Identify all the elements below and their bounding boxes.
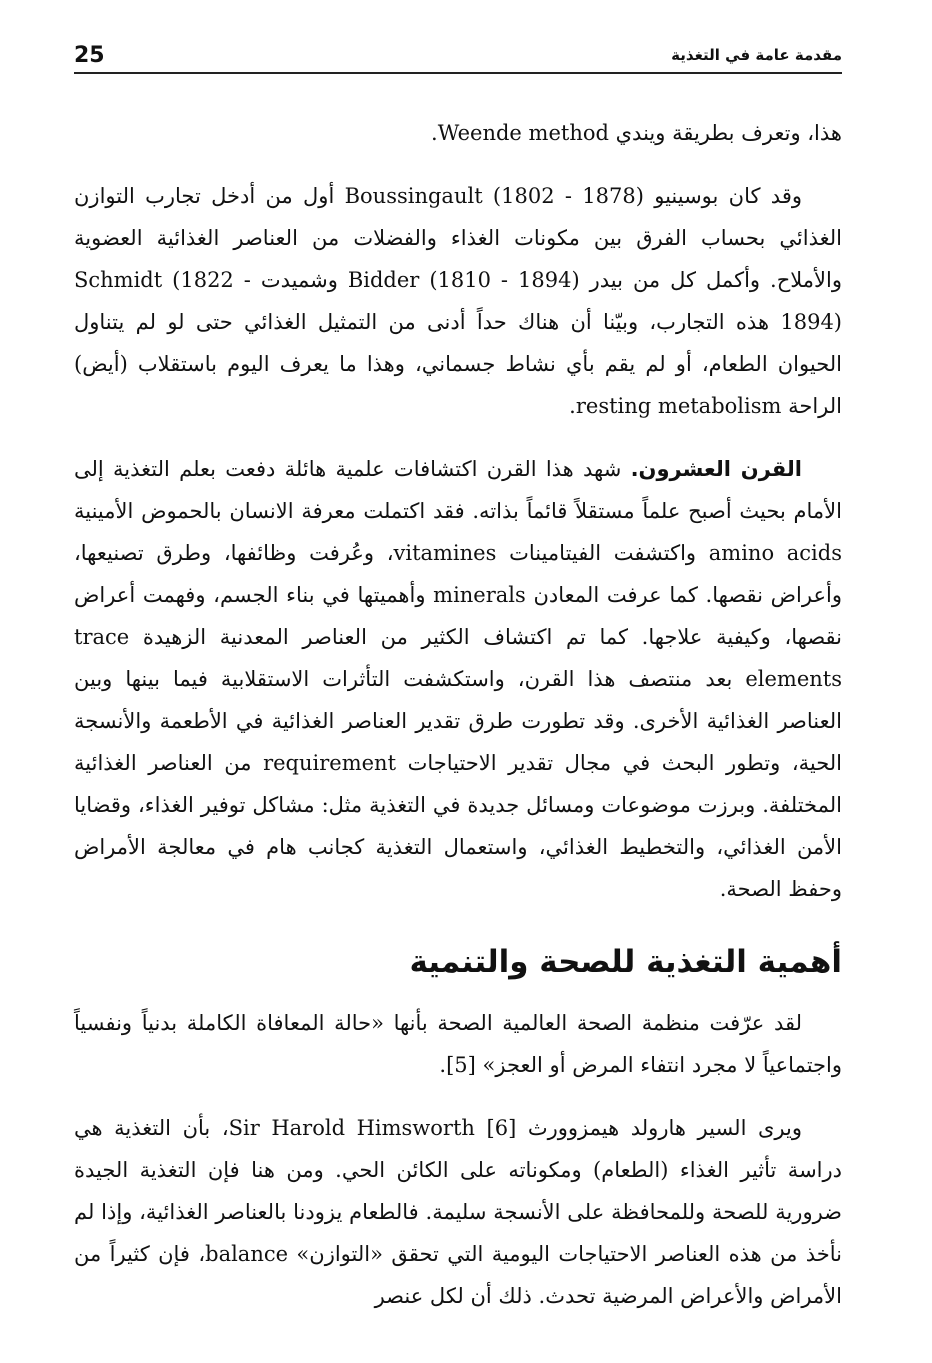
paragraph-himsworth: ويرى السير هارولد هيمزوورث Sir Harold Himsworth [6]، بأن التغذية هي دراسة تأثير الغذاء (الطعام) ومكوناته على الكائن الحي. ومن هنا فإن التغذية الجيدة ضرورية للصحة وللمحافظة على الأنسجة سليمة. فالطعام يزودنا بالعناصر الغذائية، وإذا لم نأخذ من هذه العناصر الاحتياجات اليومية التي تحقق «التوازن» balance، فإن كثيراً من الأمراض والأعراض المرضية تحدث. ذلك أن لكل عنصر [74,1116,842,1308]
header-divider [74,72,842,74]
section-heading: أهمية التغذية للصحة والتنمية [409,944,842,980]
page-header [74,40,842,70]
paragraph-body: شهد هذا القرن اكتشافات علمية هائلة دفعت بعلم التغذية إلى الأمام بحيث أصبح علماً مستقلاً قائماً بذاته. فقد اكتملت معرفة الانسان بالحموض الأمينية amino acids واكتشفت الفيتامينات vitamines، وعُرفت وظائفها، وطرق تصنيعها، وأعراض نقصها. كما عرفت المعادن minerals وأهميتها في بناء الجسم، وفهمت أعراض نقصها، وكيفية علاجها. كما تم اكتشاف الكثير من العناصر المعدنية الزهيدة trace elements بعد منتصف هذا القرن، واستكشفت التأثرات الاستقلابية فيما بينها وبين العناصر الغذائية الأخرى. وقد تطورت طرق تقدير العناصر الغذائية في الأطعمة والأنسجة الحية، وتطور البحث في مجال تقدير الاحتياجات requirement من العناصر الغذائية المختلفة. وبرزت موضوعات ومسائل جديدة في التغذية مثل: مشاكل توفير الغذاء، وقضايا الأمن الغذائي، والتخطيط الغذائي، واستعمال التغذية كجانب هام في معالجة الأمراض وحفظ الصحة. [74,457,842,901]
running-title: مقدمة عامة في التغذية [671,46,842,64]
page-number: 25 [74,42,105,68]
body-text-top [74,112,842,931]
paragraph-boussingault: وقد كان بوسينيو Boussingault (1802 - 1878) أول من أدخل تجارب التوازن الغذائي بحساب الفرق بين مكونات الغذاء والفضلات من العناصر الغذائية العضوية والأملاح. وأكمل كل من بيدر Bidder (1810 - 1894) وشميدت Schmidt (1822 - 1894) هذه التجارب، وبيّنا أن هناك حداً أدنى من التمثيل الغذائي حتى لو لم يتناول الحيوان الطعام، أو لم يقم بأي نشاط جسماني، وهذا ما يعرف اليوم باستقلاب (أيض) الراحة resting metabolism. [74,184,842,418]
paragraph-who-definition: لقد عرّفت منظمة الصحة العالمية الصحة بأنها «حالة المعافاة الكاملة بدنياً ونفسياً واجتماعياً لا مجرد انتفاء المرض أو العجز» [5]. [74,1011,842,1077]
paragraph-lead: القرن العشرون. [630,457,802,481]
paragraph-weende: هذا، وتعرف بطريقة ويندي Weende method. [431,121,842,145]
paragraph-twentieth-century [74,448,842,910]
body-text-bottom [74,1002,842,1338]
